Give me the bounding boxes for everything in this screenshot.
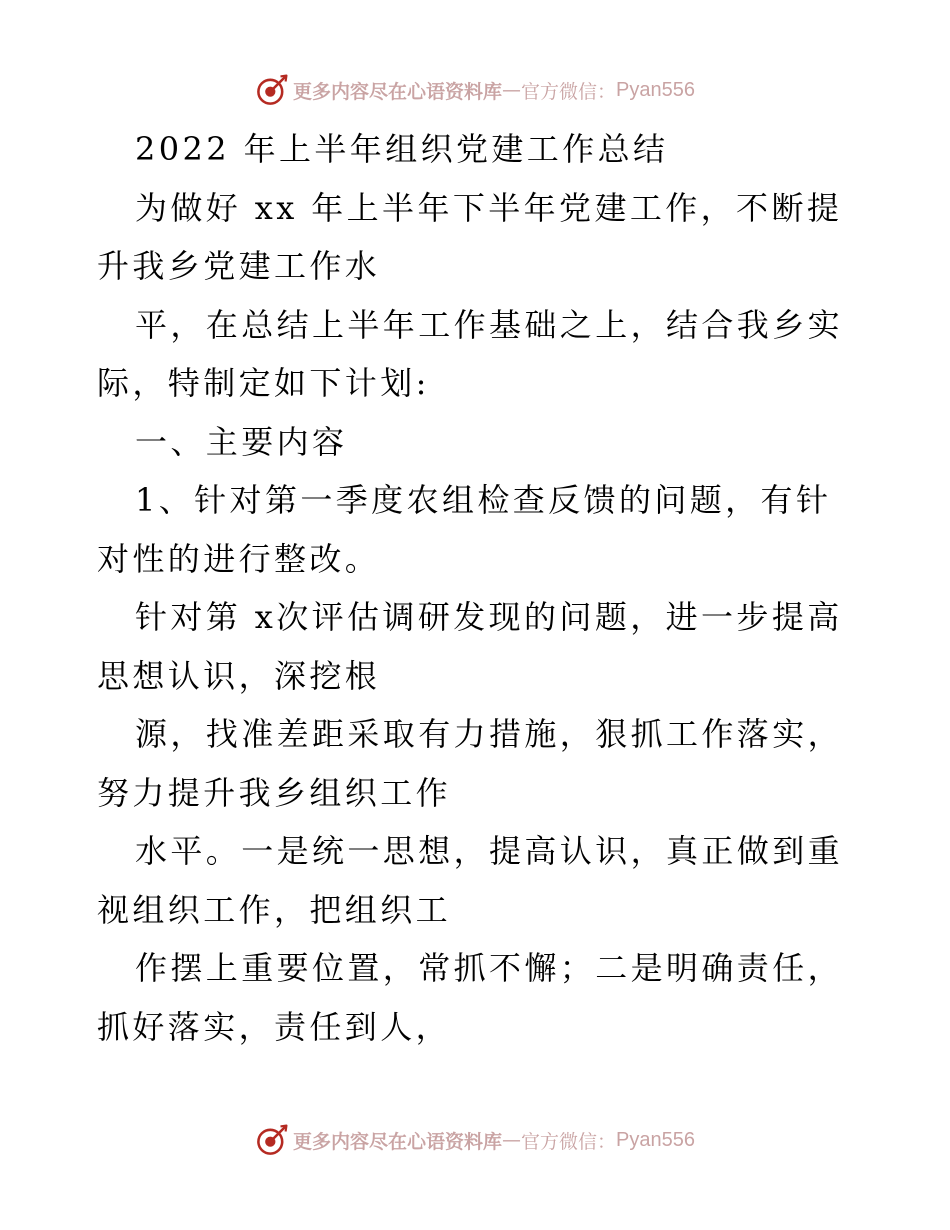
site-logo-icon [255,1123,289,1157]
paragraph-6: 水平。一是统一思想，提高认识，真正做到重视组织工作，把组织工 [97,832,844,929]
banner-separator: — [502,1129,522,1151]
banner-site-text: 更多内容尽在心语资料库 [293,1130,503,1153]
header-banner [0,70,950,110]
site-logo-icon [255,73,289,107]
banner-wechat-label: 官方微信： [521,80,617,103]
document-body [97,120,857,1056]
banner-separator: — [502,79,522,101]
banner-site-text: 更多内容尽在心语资料库 [293,80,503,103]
paragraph-3: 1、针对第一季度农组检查反馈的问题，有针对性的进行整改。 [97,481,832,578]
banner-wechat-id: Pyan556 [616,78,695,101]
section-heading: 一、主要内容 [135,422,348,461]
paragraph-2: 平，在总结上半年工作基础之上，结合我乡实际，特制定如下计划: [97,305,844,402]
banner-wechat-label: 官方微信： [521,1130,617,1153]
paragraph-7: 作摆上重要位置，常抓不懈；二是明确责任，抓好落实，责任到人， [97,949,844,1046]
document-title: 2022 年上半年组织党建工作总结 [135,130,669,168]
paragraph-5: 源，找准差距采取有力措施，狠抓工作落实，努力提升我乡组织工作 [97,715,844,812]
footer-banner [0,1120,950,1160]
banner-wechat-id: Pyan556 [616,1128,695,1151]
paragraph-1: 为做好 xx 年上半年下半年党建工作，不断提升我乡党建工作水 [97,188,843,285]
paragraph-4: 针对第 x次评估调研发现的问题，进一步提高思想认识，深挖根 [97,598,843,695]
